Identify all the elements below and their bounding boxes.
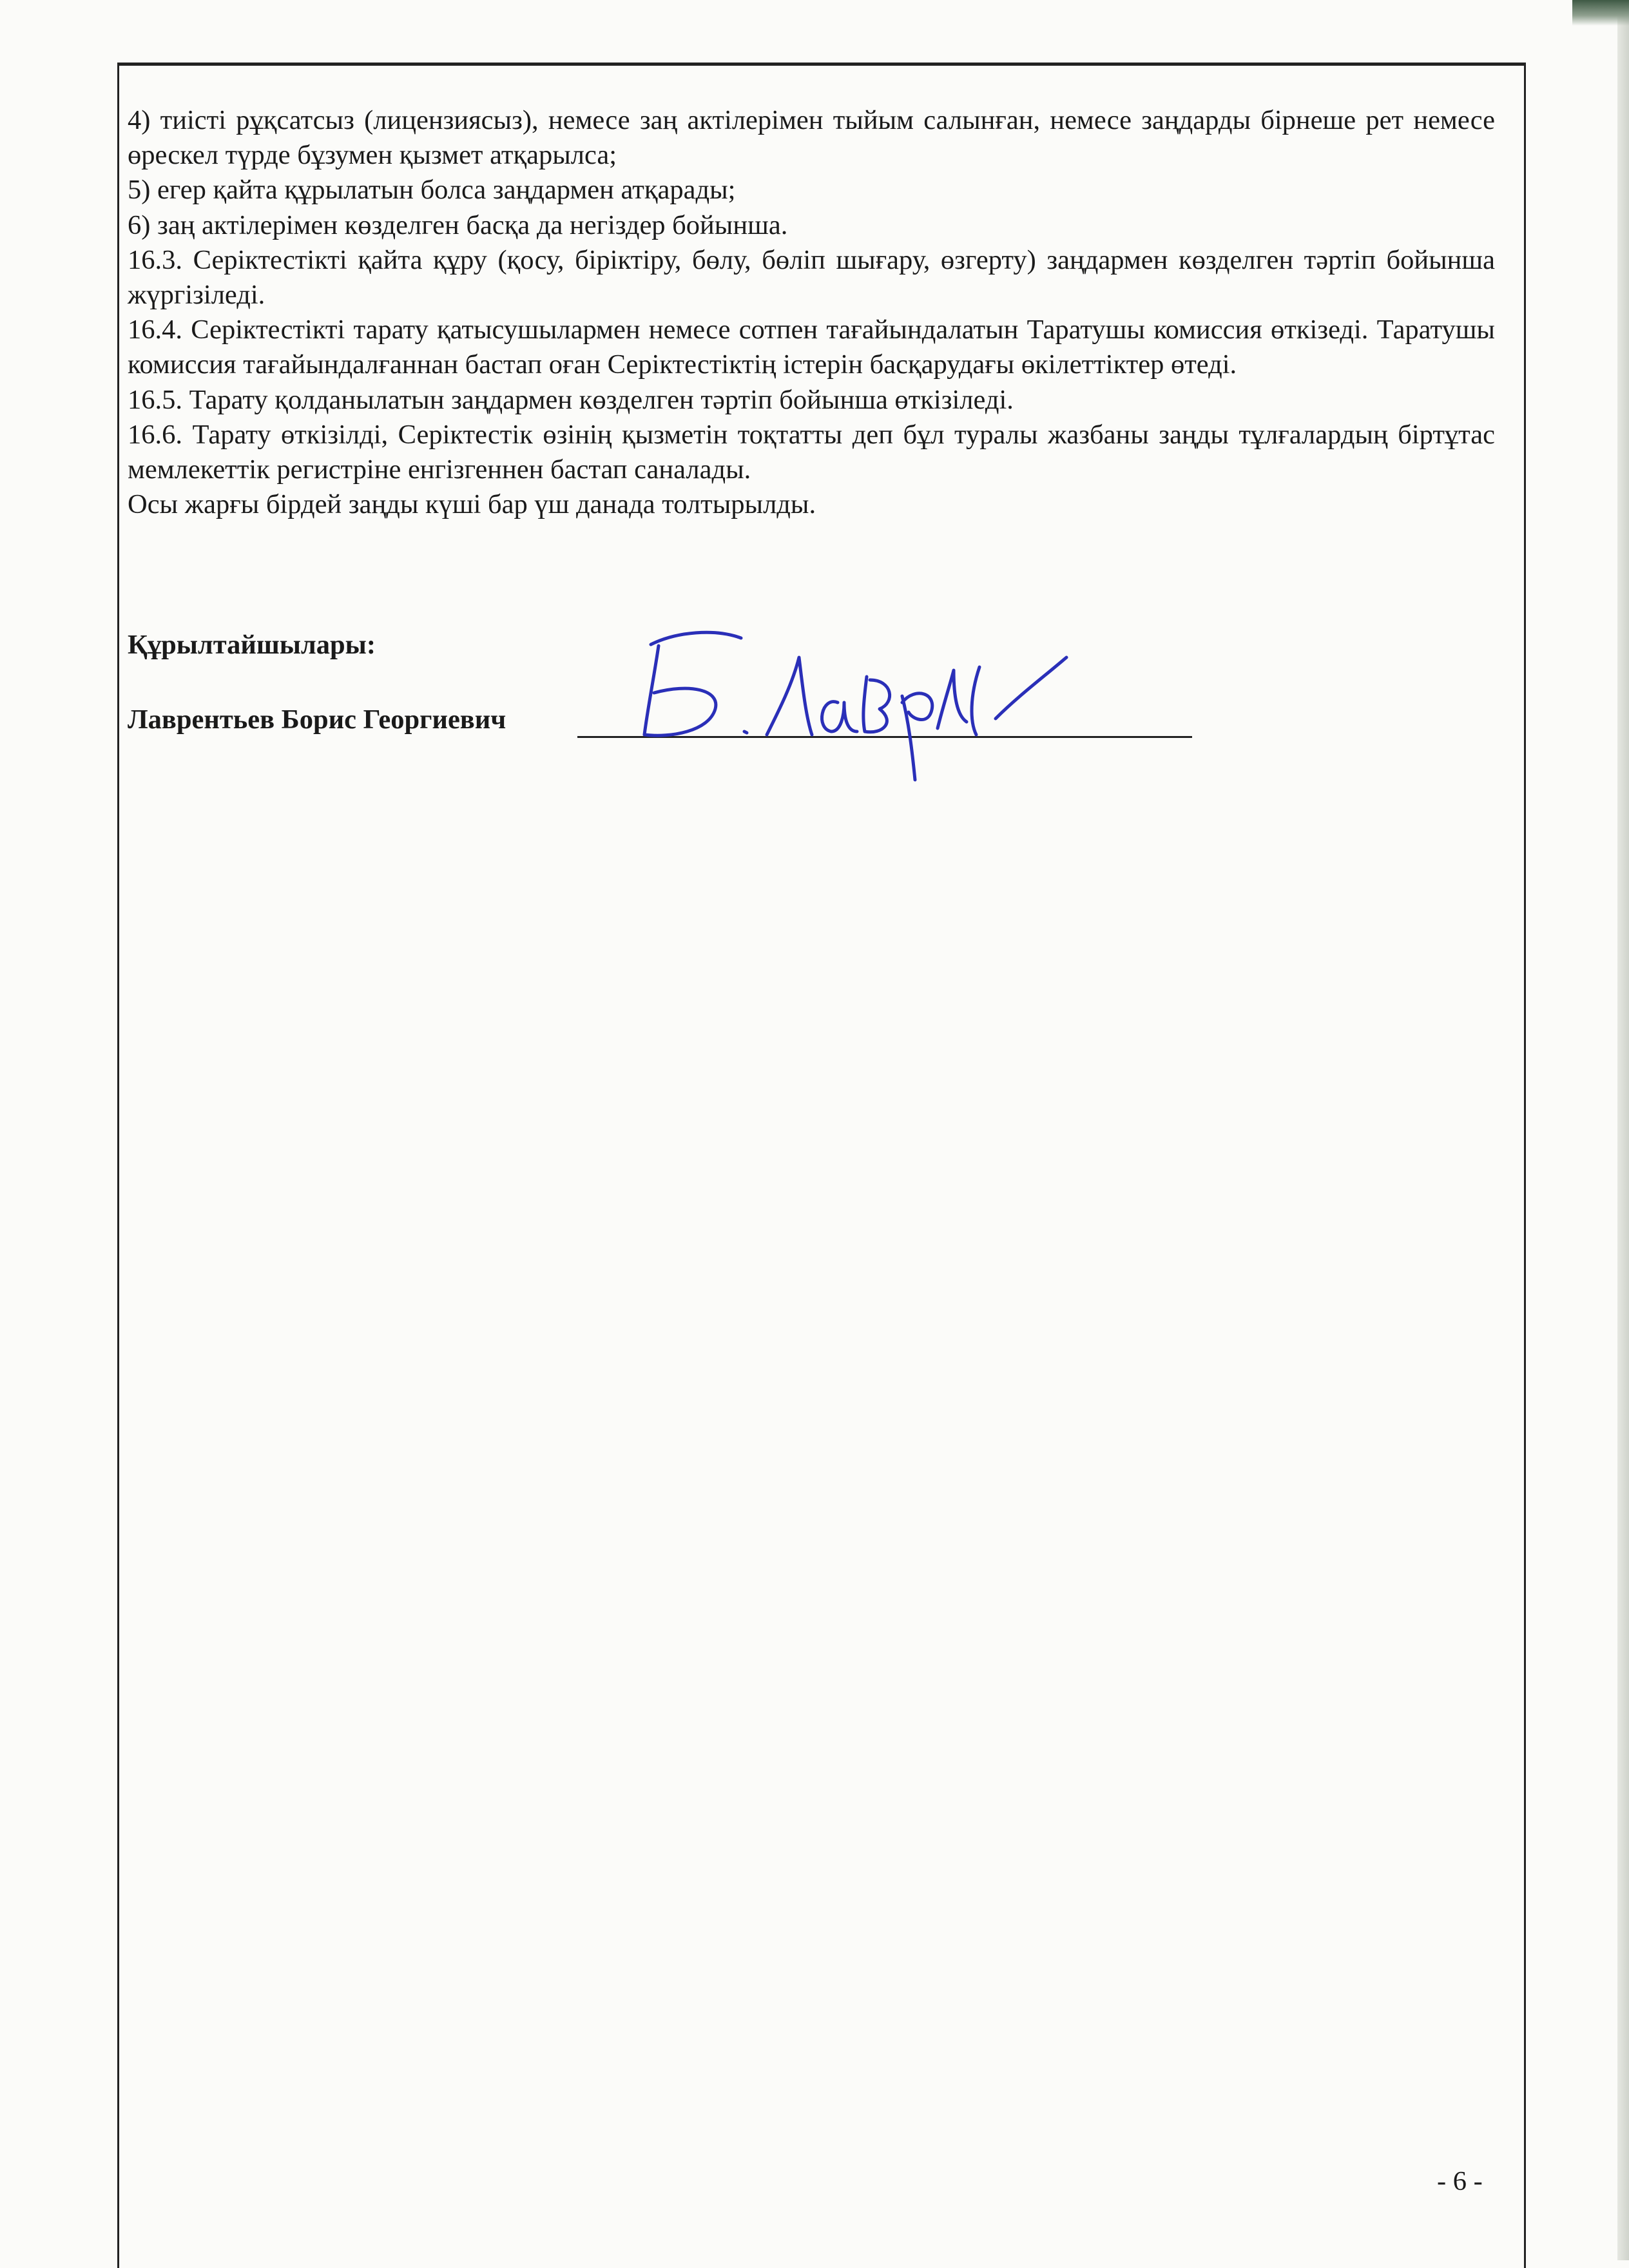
handwritten-signature — [619, 606, 1070, 786]
paragraph-item-4: 4) тиісті рұқсатсыз (лицензиясыз), немесе заң актілерімен тыйым салынған, немесе заңдарды бірнеше рет немесе өрескел түрде бұзумен қызмет атқарылса; — [128, 105, 1495, 171]
signer-name: Лаврентьев Борис Георгиевич — [128, 704, 506, 735]
paragraph-16-5: 16.5. Тарату қолданылатын заңдармен көзделген тәртіп бойынша өткізіледі. — [128, 384, 1014, 415]
paragraph-16-6: 16.6. Тарату өткізілді, Серіктестік өзінің қызметін тоқтатты деп бұл туралы жазбаны заңды тұлғалардың біртұтас мемлекеттік регистріне енгізгеннен бастап саналады. — [128, 419, 1495, 485]
paragraph-item-6: 6) заң актілерімен көзделген басқа да негіздер бойынша. — [128, 209, 788, 240]
document-body — [128, 103, 1495, 522]
scan-edge — [1617, 0, 1629, 2260]
founders-heading: Құрылтайшылары: — [128, 630, 376, 660]
scan-corner-mark — [1572, 0, 1629, 26]
page-number: - 6 - — [1437, 2166, 1483, 2196]
paragraph-16-4: 16.4. Серіктестікті тарату қатысушылармен немесе сотпен тағайындалатын Таратушы комиссия өткізеді. Таратушы комиссия тағайындалғаннан бастап оған Серіктестіктің істерін басқарудағы өкілеттіктер өтеді. — [128, 315, 1495, 380]
page-number-block — [1424, 2166, 1501, 2204]
closing-statement: Осы жарғы бірдей заңды күші бар үш данада толтырылды. — [128, 489, 816, 520]
paragraph-16-3: 16.3. Серіктестікті қайта құру (қосу, біріктіру, бөлу, бөліп шығару, өзгерту) заңдармен көзделген тәртіп бойынша жүргізіледі. — [128, 244, 1495, 311]
paragraph-item-5: 5) егер қайта құрылатын болса заңдармен атқарады; — [128, 175, 736, 206]
